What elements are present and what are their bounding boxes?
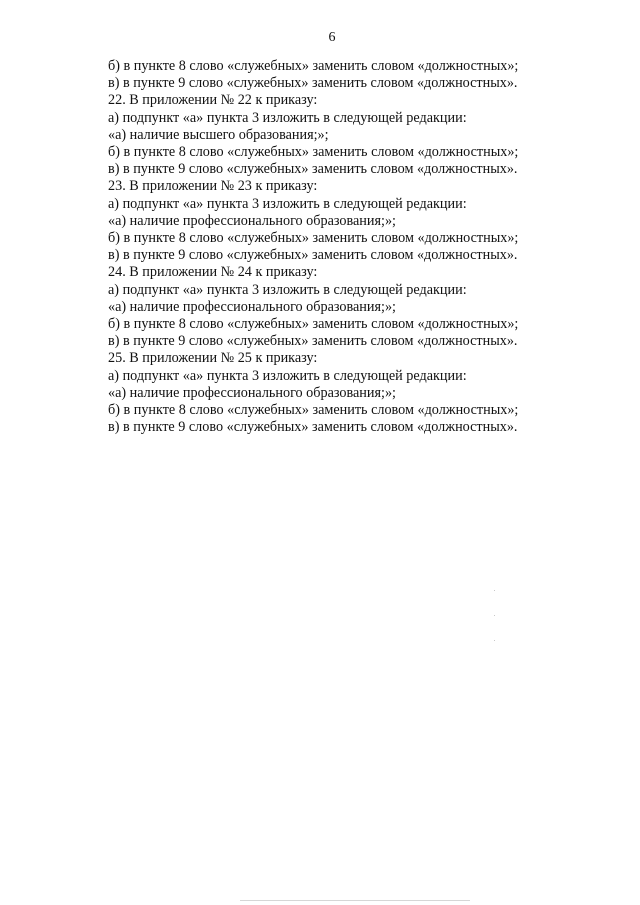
text-line: а) подпункт «а» пункта 3 изложить в следующей редакции: <box>108 109 467 126</box>
text-line: «а) наличие профессионального образования;»; <box>108 298 396 315</box>
text-line: б) в пункте 8 слово «служебных» заменить словом «должностных»; <box>108 58 519 74</box>
scan-speck <box>494 590 495 591</box>
text-line: в) в пункте 9 слово «служебных» заменить словом «должностных». <box>108 75 518 92</box>
text-line: а) подпункт «а» пункта 3 изложить в следующей редакции: <box>108 367 467 384</box>
text-line: «а) наличие профессионального образования;»; <box>108 384 396 401</box>
scan-speck <box>494 640 495 641</box>
text-line: в) в пункте 9 слово «служебных» заменить словом «должностных». <box>108 247 518 264</box>
text-line: б) в пункте 8 слово «служебных» заменить словом «должностных»; <box>108 144 519 161</box>
text-line: в) в пункте 9 слово «служебных» заменить словом «должностных». <box>108 333 518 350</box>
text-line: «а) наличие высшего образования;»; <box>108 126 329 143</box>
scan-edge <box>240 900 470 901</box>
page-number: 6 <box>328 30 336 45</box>
section-heading: 23. В приложении № 23 к приказу: <box>108 178 318 195</box>
text-line: в) в пункте 9 слово «служебных» заменить словом «должностных». <box>108 161 518 178</box>
text-line: б) в пункте 8 слово «служебных» заменить словом «должностных»; <box>108 316 519 333</box>
section-heading: 22. В приложении № 22 к приказу: <box>108 92 318 109</box>
text-line: «а) наличие профессионального образования;»; <box>108 212 396 229</box>
section-heading: 24. В приложении № 24 к приказу: <box>108 264 318 281</box>
text-line: а) подпункт «а» пункта 3 изложить в следующей редакции: <box>108 195 467 212</box>
text-line: б) в пункте 8 слово «служебных» заменить словом «должностных»; <box>108 230 519 247</box>
text-line: б) в пункте 8 слово «служебных» заменить словом «должностных»; <box>108 402 519 419</box>
section-heading: 25. В приложении № 25 к приказу: <box>108 350 318 367</box>
scan-speck <box>494 615 495 616</box>
text-line: а) подпункт «а» пункта 3 изложить в следующей редакции: <box>108 281 467 298</box>
text-line: в) в пункте 9 слово «служебных» заменить словом «должностных». <box>108 419 518 436</box>
document-body <box>108 58 628 436</box>
